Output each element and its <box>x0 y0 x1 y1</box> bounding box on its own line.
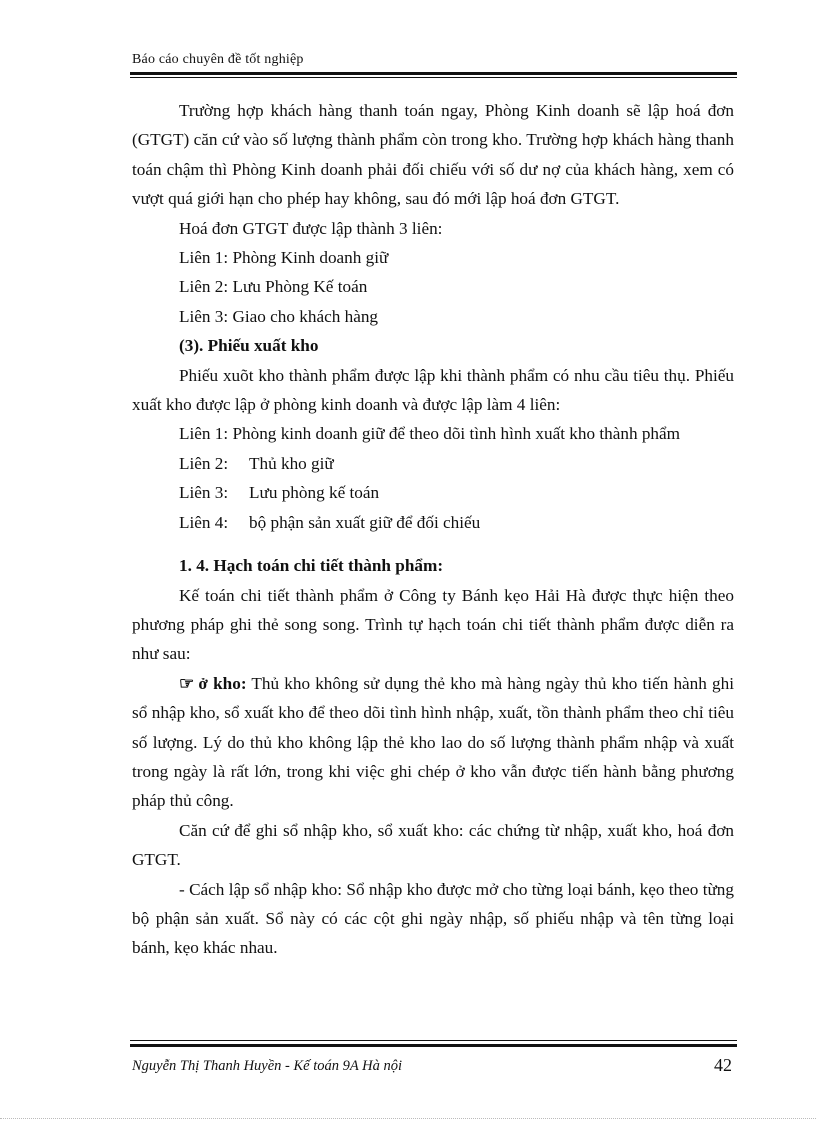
paragraph: Hoá đơn GTGT được lập thành 3 liên: <box>179 218 443 238</box>
paragraph-lead: ở kho: <box>198 673 247 693</box>
document-body <box>132 96 734 963</box>
section-heading: 1. 4. Hạch toán chi tiết thành phẩm: <box>179 556 444 576</box>
header-rule-thin <box>130 77 737 78</box>
paragraph-text: Thủ kho không sử dụng thẻ kho mà hàng ngày thủ kho tiến hành ghi sổ nhập kho, sổ xuất kho để theo dõi tình hình nhập, xuất, tồn thành phẩm theo chỉ tiêu số lượng. Lý do thủ kho không lập thẻ kho lao do số lượng thành phẩm nhập và xuất trong ngày là rất lớn, trong khi việc ghi chép ở kho vẫn được tiến hành bằng phương pháp thủ công. <box>132 673 734 811</box>
page-number: 42 <box>714 1055 732 1075</box>
paragraph: Kế toán chi tiết thành phẩm ở Công ty Bánh kẹo Hải Hà được thực hiện theo phương pháp ghi thẻ song song. Trình tự hạch toán chi tiết thành phẩm được diễn ra như sau: <box>132 585 734 664</box>
pointing-hand-icon: ☞ <box>179 673 195 693</box>
list-item-text: Thủ kho giữ <box>249 453 334 473</box>
list-item-label: Liên 2: <box>179 453 229 473</box>
list-item: Liên 2: Lưu Phòng Kế toán <box>179 277 368 297</box>
header-title: Báo cáo chuyên đề tốt nghiệp <box>132 52 304 67</box>
list-item: Liên 3: Giao cho khách hàng <box>179 306 379 326</box>
list-item <box>132 478 734 507</box>
list-item-label: Liên 4: <box>179 512 229 532</box>
list-item <box>132 508 734 537</box>
header-rule-thick <box>130 72 737 75</box>
paragraph: Trường hợp khách hàng thanh toán ngay, Phòng Kinh doanh sẽ lập hoá đơn (GTGT) căn cứ vào số lượng thành phẩm còn trong kho. Trường hợp khách hàng thanh toán chậm thì Phòng Kinh doanh phải đối chiếu với số dư nợ của khách hàng, xem có vượt quá giới hạn cho phép hay không, sau đó mới lập hoá đơn GTGT. <box>132 101 734 209</box>
paragraph: Phiếu xuõt kho thành phẩm được lập khi thành phẩm có nhu cầu tiêu thụ. Phiếu xuất kho được lập ở phòng kinh doanh và được lập làm 4 liên: <box>132 365 734 415</box>
list-item <box>132 449 734 478</box>
footer-rule-thick <box>130 1044 737 1047</box>
list-item-text: Lưu phòng kế toán <box>249 483 380 503</box>
list-item-label: Liên 3: <box>179 483 229 503</box>
footer-author: Nguyễn Thị Thanh Huyền - Kế toán 9A Hà nội <box>132 1058 402 1074</box>
page-boundary <box>0 1118 816 1119</box>
list-item: Liên 1: Phòng Kinh doanh giữ <box>179 248 389 268</box>
paragraph <box>132 669 734 816</box>
footer-rule-thin <box>130 1040 737 1041</box>
list-item: Liên 1: Phòng kinh doanh giữ để theo dõi tình hình xuất kho thành phẩm <box>179 424 681 444</box>
list-item-text: bộ phận sản xuất giữ để đối chiếu <box>249 512 481 532</box>
paragraph: - Cách lập sổ nhập kho: Sổ nhập kho được mở cho từng loại bánh, kẹo theo từng bộ phận sản xuất. Sổ này có các cột ghi ngày nhập, số phiếu nhập và tên từng loại bánh, kẹo khác nhau. <box>132 879 734 958</box>
section-heading: (3). Phiếu xuất kho <box>179 336 319 356</box>
paragraph: Căn cứ để ghi sổ nhập kho, sổ xuất kho: các chứng từ nhập, xuất kho, hoá đơn GTGT. <box>132 820 734 870</box>
